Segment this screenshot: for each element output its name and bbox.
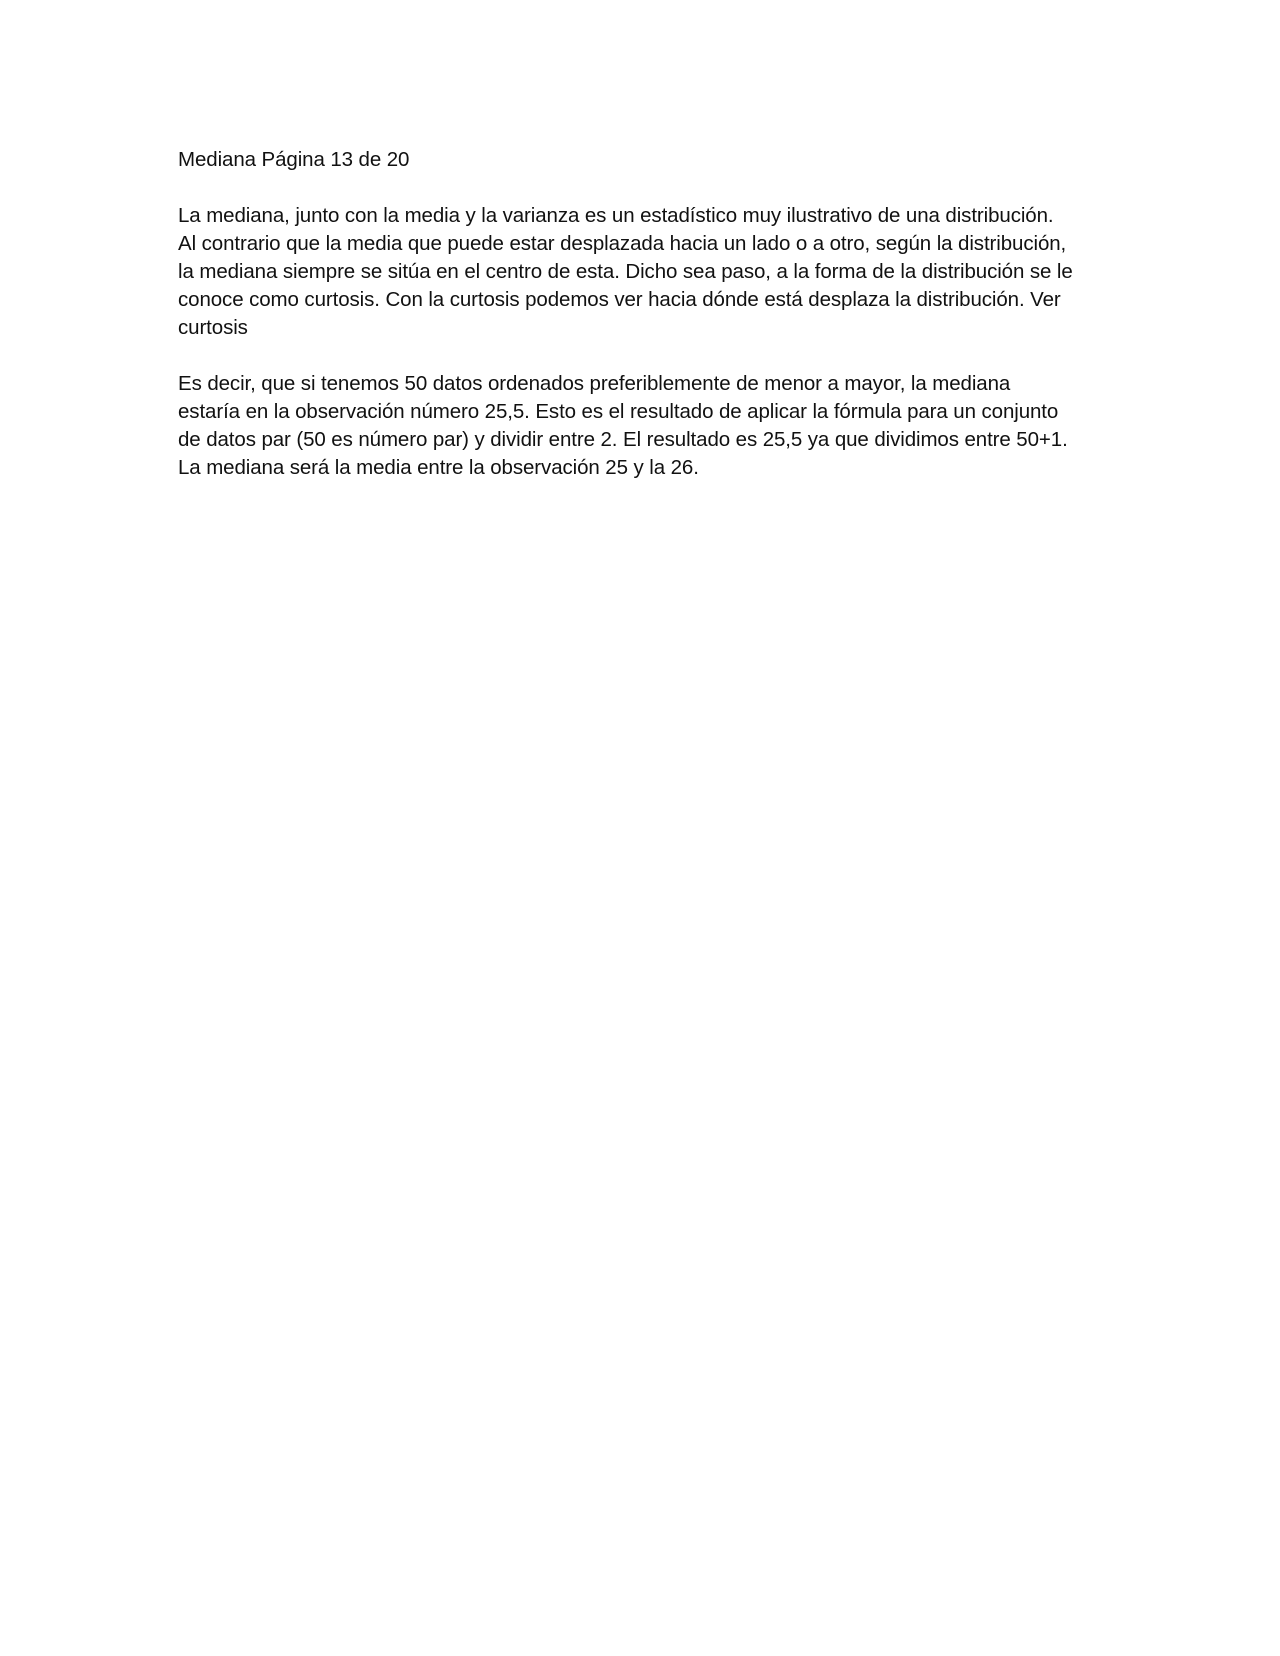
paragraph-line: Al contrario que la media que puede estar desplazada hacia un lado o a otro, según la distribución, (178, 232, 1067, 255)
paragraph-line: curtosis (178, 316, 248, 339)
paragraph-line: Es decir, que si tenemos 50 datos ordenados preferiblemente de menor a mayor, la mediana (178, 372, 1011, 395)
paragraph-line: estaría en la observación número 25,5. Esto es el resultado de aplicar la fórmula para un conjunto (178, 400, 1059, 423)
paragraph-line: de datos par (50 es número par) y dividir entre 2. El resultado es 25,5 ya que dividimos entre 50+1. (178, 428, 1068, 451)
document-body (178, 146, 1108, 482)
paragraph-line: La mediana será la media entre la observación 25 y la 26. (178, 456, 699, 479)
page-heading: Mediana Página 13 de 20 (178, 148, 410, 171)
paragraph-line: conoce como curtosis. Con la curtosis podemos ver hacia dónde está desplaza la distribución. Ver (178, 288, 1061, 311)
paragraph-median-overview (178, 202, 1108, 342)
paragraph-median-example (178, 370, 1108, 482)
paragraph-line: la mediana siempre se sitúa en el centro de esta. Dicho sea paso, a la forma de la distribución se le (178, 260, 1073, 283)
paragraph-line: La mediana, junto con la media y la varianza es un estadístico muy ilustrativo de una distribución. (178, 204, 1054, 227)
